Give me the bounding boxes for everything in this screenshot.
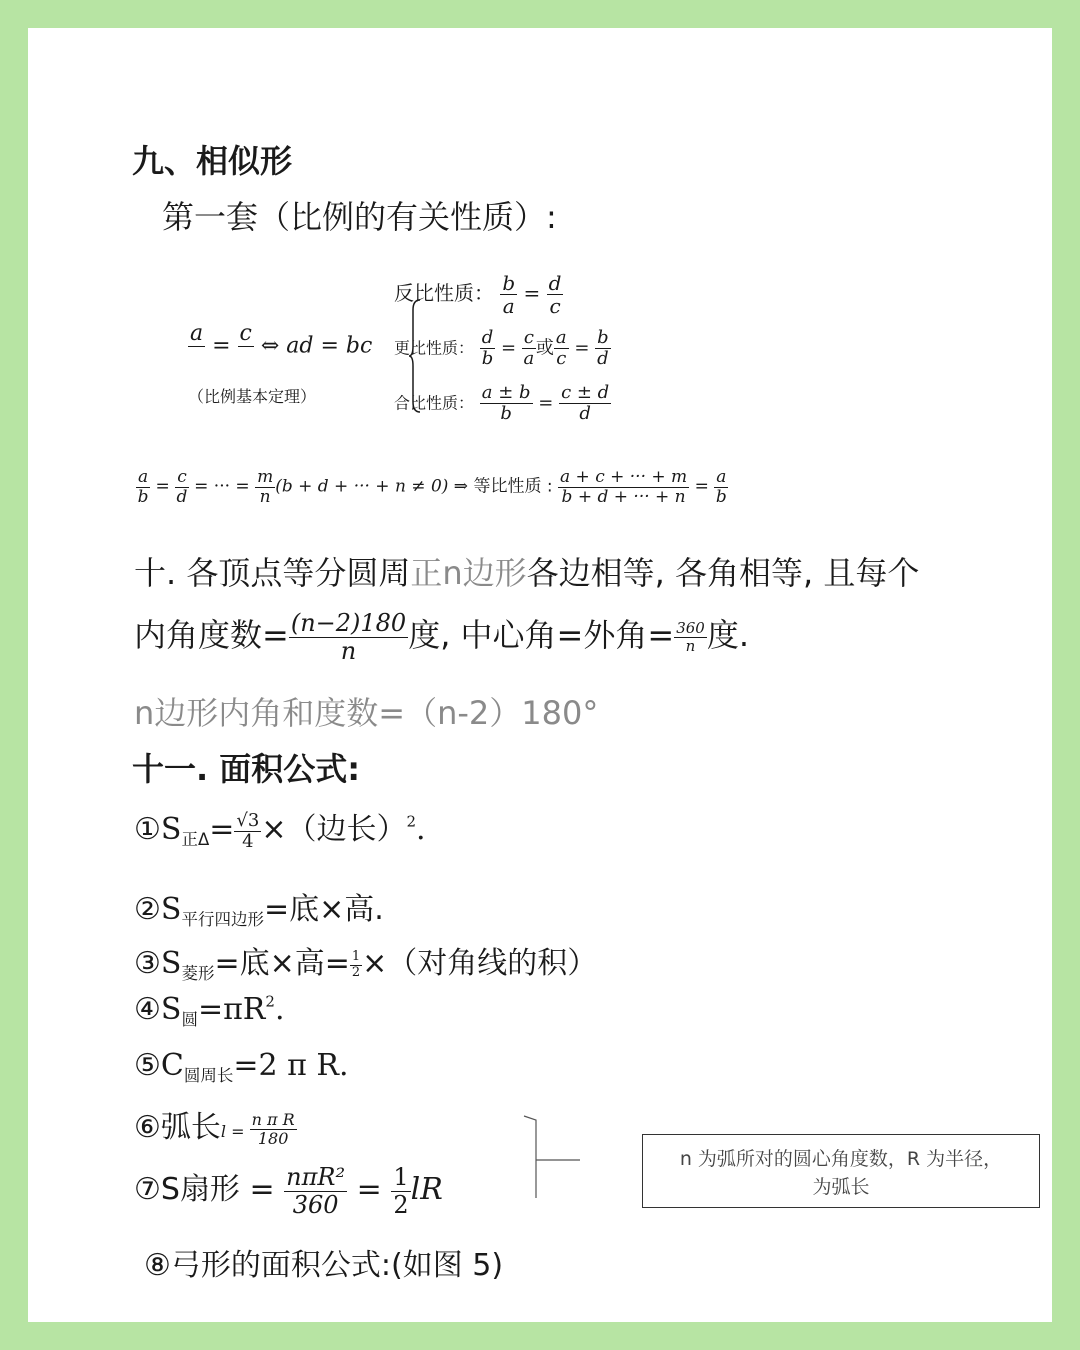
section-10-line3: n边形内角和度数=（n-2）180° [134, 694, 599, 732]
section-10-line1: 十. 各顶点等分圆周正n边形各边相等, 各角相等, 且每个 [134, 554, 920, 592]
formula-equilateral: $①S_{正\Delta}=$ $\frac{√3}{4}$ ×（边长）$^2$. [134, 809, 426, 852]
section-11-heading: 十一. 面积公式: [132, 750, 361, 788]
theorem-note: （比例基本定理） [188, 387, 317, 406]
proportion-theorem: a = c ⇔ ad = bc [190, 321, 373, 359]
formula-circle: $④S_圆=\pi R^2$. [134, 992, 285, 1029]
formula-circumference: $⑤C_{圆周长}=2$ π R. [134, 1048, 349, 1085]
section-9-heading: 九、相似形 [132, 142, 293, 180]
arc-note-box: n 为弧所对的圆心角度数，R 为半径， 为弧长 [642, 1134, 1040, 1208]
equal-ratio-property: $\frac{a}{b}$ = $\frac{c}{d}$ = ··· = $\frac{m}{n}$ (b + d + ··· + n ≠ 0) ⇒ 等比性质 : $\frac{a + c + \cdot\cdot\cdot + m}{b + d + \cdot\cdot\cdot + n}$ = $\frac{a}{b}$ [137, 467, 727, 507]
bracket-connector [522, 1114, 582, 1204]
inverse-property: 反比性质： $\frac{b}{a}$ = $\frac{d}{c}$ [394, 271, 562, 318]
section-10-line2: 内角度数= $\frac{(n-2)180}{n}$ 度, 中心角=外角= $\frac{360}{n}$ 度. [134, 609, 750, 665]
formula-arc-length: ⑥弧长l = $\frac{\text{n π R}}{180}$ [134, 1109, 295, 1148]
formula-parallelogram: $②S_{平行四边形}=$底×高. [134, 892, 384, 929]
section-9-subheading: 第一套（比例的有关性质）: [162, 198, 557, 236]
formula-segment: ⑧弓形的面积公式:(如图 5) [144, 1248, 504, 1283]
alternate-property: 更比性质： $\frac{d}{b}$ = $\frac{c}{a}$ 或 $\frac{a}{c}$ = $\frac{b}{d}$ [394, 327, 609, 369]
formula-sector: ⑦S扇形 = $\frac{\text{nπR²}}{360}$ = $\frac{1}{2}$ lR [134, 1163, 443, 1219]
compound-property: 合比性质： $\frac{a \pm b}{b}$ = $\frac{c \pm d}{d}$ [394, 382, 610, 424]
formula-rhombus: $③S_{菱形}=$底×高= $\frac{1}{2}$ ×（对角线的积） [134, 946, 598, 983]
document-page [28, 28, 1052, 1322]
